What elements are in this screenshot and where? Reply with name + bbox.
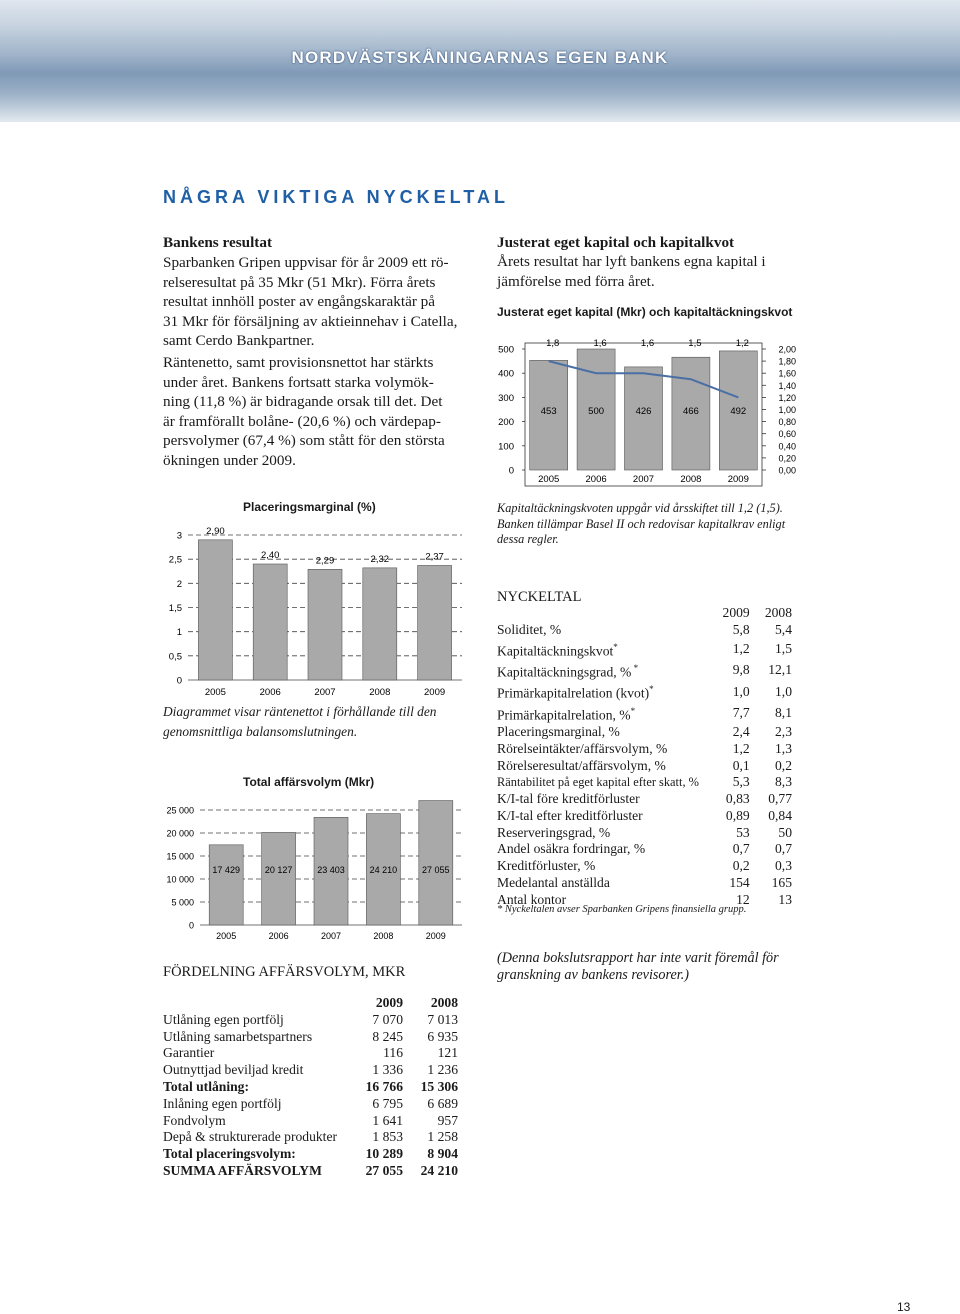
bar xyxy=(419,801,453,925)
y2-tick-label: 0,00 xyxy=(778,465,796,476)
footnote-marker: * xyxy=(630,705,636,716)
row-label-text: Utlåning egen portfölj xyxy=(163,1011,284,1027)
row-value: 1,2 xyxy=(732,740,750,756)
row-value: 53 xyxy=(736,824,750,840)
x-tick-label: 2009 xyxy=(424,687,446,698)
text-line: dessa regler. xyxy=(497,532,559,546)
row-value: 24 210 xyxy=(420,1162,458,1178)
row-label-text: SUMMA AFFÄRSVOLYM xyxy=(163,1162,322,1178)
row-value: 9,8 xyxy=(732,662,750,678)
row-value: 0,1 xyxy=(732,757,750,773)
text-line: persvolymer (67,4 %) som stått för den största xyxy=(163,432,445,449)
bank-name-title: NORDVÄSTSKÅNINGARNAS EGEN BANK xyxy=(291,48,669,67)
row-value: 0,89 xyxy=(725,807,750,823)
row-label-text: Primärkapitalrelation (kvot) xyxy=(497,685,650,701)
bar xyxy=(262,832,296,925)
text-line: Banken tillämpar Basel II och redovisar kapitalkrav enligt xyxy=(497,516,786,531)
table-row xyxy=(163,1129,458,1146)
y-tick-label: 2 xyxy=(176,578,182,590)
data-label: 2,37 xyxy=(425,551,444,563)
row-label-text: Räntabilitet på eget kapital efter skatt, % xyxy=(497,775,699,790)
table-row xyxy=(163,1163,458,1180)
data-label: 466 xyxy=(682,406,699,417)
text-line: Diagrammet visar räntenettot i förhållande till den xyxy=(163,704,437,719)
row-value: 2,3 xyxy=(775,723,792,739)
row-value: 154 xyxy=(729,875,750,891)
text-line: Kapitaltäckningskvoten uppgår vid årsskiftet till 1,2 (1,5). xyxy=(497,501,783,515)
y-tick-label: 0 xyxy=(508,465,514,477)
table-header-row xyxy=(163,995,458,1012)
y-tick-label: 20 000 xyxy=(166,828,194,839)
line-data-label: 1,8 xyxy=(546,338,560,349)
row-label xyxy=(163,1146,348,1163)
row-label-text: Primärkapitalrelation, % xyxy=(497,707,631,723)
row-label xyxy=(163,1096,348,1113)
table-row xyxy=(497,639,792,660)
row-label-text: Antal kontor xyxy=(497,891,567,907)
row-label-text: Total placeringsvolym: xyxy=(163,1146,296,1162)
row-label xyxy=(163,1029,348,1046)
table-row xyxy=(497,825,792,842)
x-tick-label: 2008 xyxy=(680,474,702,485)
x-tick-label: 2009 xyxy=(425,931,446,941)
data-label: 20 127 xyxy=(264,865,293,875)
row-label-text: Garantier xyxy=(163,1045,215,1061)
row-label xyxy=(497,639,699,660)
y-tick-label: 0 xyxy=(188,920,194,931)
row-value: 0,2 xyxy=(775,757,792,773)
row-label xyxy=(497,808,699,825)
row-value: 1 258 xyxy=(427,1129,458,1145)
row-value: 2,4 xyxy=(732,723,750,739)
x-tick-label: 2006 xyxy=(268,931,289,941)
text-line: genomsnittliga balansomslutningen. xyxy=(163,723,358,739)
table-row xyxy=(163,1029,458,1046)
row-value: 116 xyxy=(383,1045,403,1061)
y-tick-label: 10 000 xyxy=(166,874,194,885)
bar xyxy=(253,564,287,680)
row-value: 8,3 xyxy=(775,774,792,790)
row-label-text: Kapitaltäckningskvot xyxy=(497,643,614,659)
table-row xyxy=(497,858,792,875)
row-label xyxy=(497,774,699,791)
data-label: 24 210 xyxy=(369,865,398,875)
text-line: Årets resultat har lyft bankens egna kapital i xyxy=(497,253,766,270)
x-tick-label: 2008 xyxy=(369,687,391,698)
capital-chart-title: Justerat eget kapital (Mkr) och kapitaltäckningskvot xyxy=(497,305,793,319)
section-title: NÅGRA VIKTIGA NYCKELTAL xyxy=(163,187,509,207)
text-line: jämförelse med förra året. xyxy=(497,272,655,290)
table-row xyxy=(497,741,792,758)
row-value: 1 641 xyxy=(372,1112,403,1128)
row-value: 6 795 xyxy=(372,1095,403,1111)
table-row xyxy=(497,808,792,825)
table-row xyxy=(163,1146,458,1163)
y-tick-label: 500 xyxy=(498,344,514,356)
y2-tick-label: 0,60 xyxy=(778,429,796,440)
table-row xyxy=(163,1113,458,1130)
y2-tick-label: 1,00 xyxy=(778,405,796,415)
data-label: 426 xyxy=(635,406,652,417)
line-data-label: 1,2 xyxy=(735,338,749,349)
table-row xyxy=(497,875,792,892)
text-line: är framförallt bolåne- (20,6 %) och värdepap- xyxy=(163,412,441,430)
bar xyxy=(363,568,397,680)
y-tick-label: 400 xyxy=(498,368,514,380)
row-label xyxy=(163,1129,348,1146)
y-tick-label: 3 xyxy=(176,530,182,542)
row-label-text: Fondvolym xyxy=(163,1112,226,1128)
y-tick-label: 2,5 xyxy=(168,554,182,566)
text-line: granskning av bankens revisorer.) xyxy=(497,967,690,983)
x-tick-label: 2005 xyxy=(216,931,237,941)
x-tick-label: 2005 xyxy=(204,687,226,698)
row-label-text: Utlåning samarbetspartners xyxy=(163,1028,313,1044)
row-label xyxy=(163,1012,348,1029)
row-value: 0,7 xyxy=(775,841,792,857)
bar xyxy=(198,540,232,680)
row-value: 957 xyxy=(437,1112,458,1128)
x-tick-label: 2007 xyxy=(320,931,342,941)
row-label-text: Kreditförluster, % xyxy=(497,858,596,874)
bar xyxy=(625,367,663,470)
table-row xyxy=(497,724,792,741)
row-value: 27 055 xyxy=(365,1162,403,1178)
y-tick-label: 15 000 xyxy=(166,851,194,862)
table-row xyxy=(497,660,792,681)
nyckeltal-heading: NYCKELTAL xyxy=(497,589,582,605)
row-label xyxy=(497,841,699,858)
row-value: 8 904 xyxy=(427,1146,458,1162)
x-tick-label: 2005 xyxy=(538,474,560,485)
row-value: 165 xyxy=(771,875,792,891)
row-label-text: Medelantal anställda xyxy=(497,875,610,891)
table-row xyxy=(497,774,792,791)
table-row xyxy=(497,703,792,724)
x-tick-label: 2007 xyxy=(314,687,336,698)
row-value: 1,0 xyxy=(732,683,750,699)
row-value: 6 689 xyxy=(427,1095,458,1111)
y2-tick-label: 0,20 xyxy=(778,453,796,464)
footnote-marker: * xyxy=(631,662,639,673)
text-line: samt Cerdo Bankpartner. xyxy=(163,332,315,349)
row-label-text: Inlåning egen portfölj xyxy=(163,1095,282,1111)
row-label xyxy=(163,1163,348,1180)
row-label xyxy=(163,1113,348,1130)
row-label xyxy=(497,741,699,758)
footnote-marker: * xyxy=(613,641,618,652)
table-row xyxy=(497,791,792,808)
volume-chart-title: Total affärsvolym (Mkr) xyxy=(243,775,375,789)
year-header: 2009 xyxy=(722,605,750,620)
y-tick-label: 5 000 xyxy=(171,897,194,908)
y2-tick-label: 0,40 xyxy=(778,441,796,452)
table-row xyxy=(163,1045,458,1062)
margin-chart xyxy=(150,515,470,700)
y2-tick-label: 1,20 xyxy=(778,392,796,403)
row-value: 7 013 xyxy=(427,1011,458,1027)
y-tick-label: 25 000 xyxy=(166,805,194,816)
row-label xyxy=(497,758,699,775)
row-value: 0,7 xyxy=(732,841,750,857)
data-label: 2,90 xyxy=(206,525,225,537)
fordelning-table xyxy=(163,995,458,1180)
y2-tick-label: 2,00 xyxy=(778,344,796,355)
y-tick-label: 0 xyxy=(176,675,182,687)
data-label: 17 429 xyxy=(212,865,240,875)
row-label xyxy=(497,858,699,875)
x-tick-label: 2006 xyxy=(259,687,281,698)
text-line: ökningen under 2009. xyxy=(163,451,296,469)
table-row xyxy=(163,1096,458,1113)
bar xyxy=(308,569,342,680)
row-label-text: Andel osäkra fordringar, % xyxy=(497,841,646,857)
row-label-text: K/I-tal före kreditförluster xyxy=(497,791,640,807)
data-label: 500 xyxy=(588,406,605,417)
page-number: 13 xyxy=(897,1300,911,1314)
text-line: resultat innhöll poster av engångskaraktär på xyxy=(163,293,436,310)
text-line: (Denna bokslutsrapport har inte varit föremål för xyxy=(497,950,779,966)
row-value: 0,84 xyxy=(768,807,792,823)
row-label-text: Outnyttjad beviljad kredit xyxy=(163,1062,304,1078)
row-value: 16 766 xyxy=(365,1078,403,1094)
row-value: 121 xyxy=(437,1045,458,1061)
row-value: 10 289 xyxy=(365,1146,403,1162)
header-cell xyxy=(163,995,348,1012)
y-tick-label: 300 xyxy=(498,392,514,404)
year-header: 2008 xyxy=(764,605,792,620)
table-row xyxy=(497,622,792,639)
y-tick-label: 200 xyxy=(498,417,514,429)
row-value: 1,0 xyxy=(775,683,792,699)
table-row xyxy=(497,681,792,702)
row-value: 12 xyxy=(736,891,750,907)
row-label-text: K/I-tal efter kreditförluster xyxy=(497,807,643,823)
results-heading: Bankens resultat xyxy=(163,234,273,251)
row-value: 1 236 xyxy=(427,1062,458,1078)
data-label: 2,29 xyxy=(315,555,335,567)
y-tick-label: 1,5 xyxy=(168,603,182,614)
row-value: 0,77 xyxy=(768,791,792,807)
line-data-label: 1,6 xyxy=(640,338,655,349)
text-line: Räntenetto, samt provisionsnettot har stärkts xyxy=(163,354,434,371)
footnote-marker: * xyxy=(649,684,654,695)
nyckeltal-footnote: * Nyckeltalen avser Sparbanken Gripens finansiella grupp. xyxy=(497,904,747,915)
x-tick-label: 2007 xyxy=(632,474,655,485)
y2-tick-label: 1,40 xyxy=(778,380,796,391)
row-label xyxy=(163,1045,348,1062)
year-header: 2008 xyxy=(430,995,458,1010)
row-label xyxy=(497,724,699,741)
capital-heading: Justerat eget kapital och kapitalkvot xyxy=(497,234,735,251)
row-label xyxy=(497,681,699,702)
x-tick-label: 2008 xyxy=(373,931,394,941)
y2-tick-label: 1,60 xyxy=(778,368,796,379)
text-line: ning (11,8 %) är bidragande orsak till det. Det xyxy=(163,393,443,410)
y2-tick-label: 0,80 xyxy=(778,417,796,428)
data-label: 2,32 xyxy=(370,553,390,565)
row-label xyxy=(497,622,699,639)
data-label: 492 xyxy=(730,406,747,417)
row-label-text: Kapitaltäckningsgrad, % xyxy=(497,664,632,680)
line-data-label: 1,5 xyxy=(688,338,702,349)
row-value: 5,4 xyxy=(775,621,792,637)
row-value: 5,3 xyxy=(732,774,750,790)
text-line: Sparbanken Gripen uppvisar för år 2009 ett rö- xyxy=(163,254,449,271)
row-value: 1,5 xyxy=(775,640,792,656)
row-value: 7 070 xyxy=(372,1011,403,1027)
year-header: 2009 xyxy=(375,995,403,1010)
volume-chart xyxy=(150,795,470,945)
table-row xyxy=(497,841,792,858)
row-label-text: Total utlåning: xyxy=(163,1078,249,1094)
row-value: 50 xyxy=(778,824,792,840)
y-tick-label: 0,5 xyxy=(168,651,182,663)
table-row xyxy=(163,1012,458,1029)
nyckeltal-table xyxy=(497,605,792,909)
text-line: under året. Bankens fortsatt starka volymök- xyxy=(163,373,434,391)
row-value: 1,3 xyxy=(775,740,792,756)
table-row xyxy=(497,758,792,775)
text-line: 31 Mkr för försäljning av aktieinnehav i Catella, xyxy=(163,312,458,330)
row-value: 1,2 xyxy=(732,640,750,656)
row-value: 13 xyxy=(778,891,792,907)
row-label xyxy=(163,1062,348,1079)
row-label xyxy=(497,825,699,842)
row-label-text: Soliditet, % xyxy=(497,621,562,637)
row-value: 0,3 xyxy=(775,858,792,874)
capital-chart xyxy=(470,328,815,488)
text-line: relseresultat på 35 Mkr (51 Mkr). Förra årets xyxy=(163,273,436,291)
y-tick-label: 100 xyxy=(498,441,514,453)
row-value: 6 935 xyxy=(427,1028,458,1044)
row-label xyxy=(497,791,699,808)
x-tick-label: 2006 xyxy=(585,474,607,485)
row-value: 8,1 xyxy=(775,704,792,720)
row-label-text: Reserveringsgrad, % xyxy=(497,824,611,840)
data-label: 453 xyxy=(540,406,557,417)
row-label-text: Placeringsmarginal, % xyxy=(497,723,620,739)
row-label xyxy=(497,703,699,724)
table-row xyxy=(163,1062,458,1079)
x-tick-label: 2009 xyxy=(727,474,749,485)
row-value: 15 306 xyxy=(420,1078,458,1094)
header-cell xyxy=(497,605,699,622)
y2-tick-label: 1,80 xyxy=(778,356,796,367)
table-row xyxy=(163,1079,458,1096)
header-band xyxy=(0,0,960,122)
bar xyxy=(209,845,243,925)
row-label-text: Rörelseintäkter/affärsvolym, % xyxy=(497,740,668,756)
row-label-text: Depå & strukturerade produkter xyxy=(163,1129,338,1145)
y-tick-label: 1 xyxy=(176,627,182,639)
row-value: 12,1 xyxy=(768,662,792,678)
row-value: 7,7 xyxy=(732,704,750,720)
row-value: 1 336 xyxy=(372,1062,403,1078)
row-label xyxy=(497,875,699,892)
row-label-text: Rörelseresultat/affärsvolym, % xyxy=(497,757,666,773)
row-value: 0,83 xyxy=(725,791,750,807)
table-header-row xyxy=(497,605,792,622)
line-data-label: 1,6 xyxy=(593,338,607,349)
data-label: 27 055 xyxy=(422,865,450,875)
data-label: 2,40 xyxy=(260,550,280,561)
row-label xyxy=(163,1079,348,1096)
row-value: 8 245 xyxy=(372,1028,403,1044)
row-value: 1 853 xyxy=(372,1129,403,1145)
row-value: 0,2 xyxy=(732,858,750,874)
data-label: 23 403 xyxy=(317,865,345,875)
row-value: 5,8 xyxy=(732,621,750,637)
margin-chart-title: Placeringsmarginal (%) xyxy=(243,500,376,514)
row-label xyxy=(497,660,699,681)
bar xyxy=(418,565,452,680)
fordelning-heading: FÖRDELNING AFFÄRSVOLYM, MKR xyxy=(163,964,406,980)
